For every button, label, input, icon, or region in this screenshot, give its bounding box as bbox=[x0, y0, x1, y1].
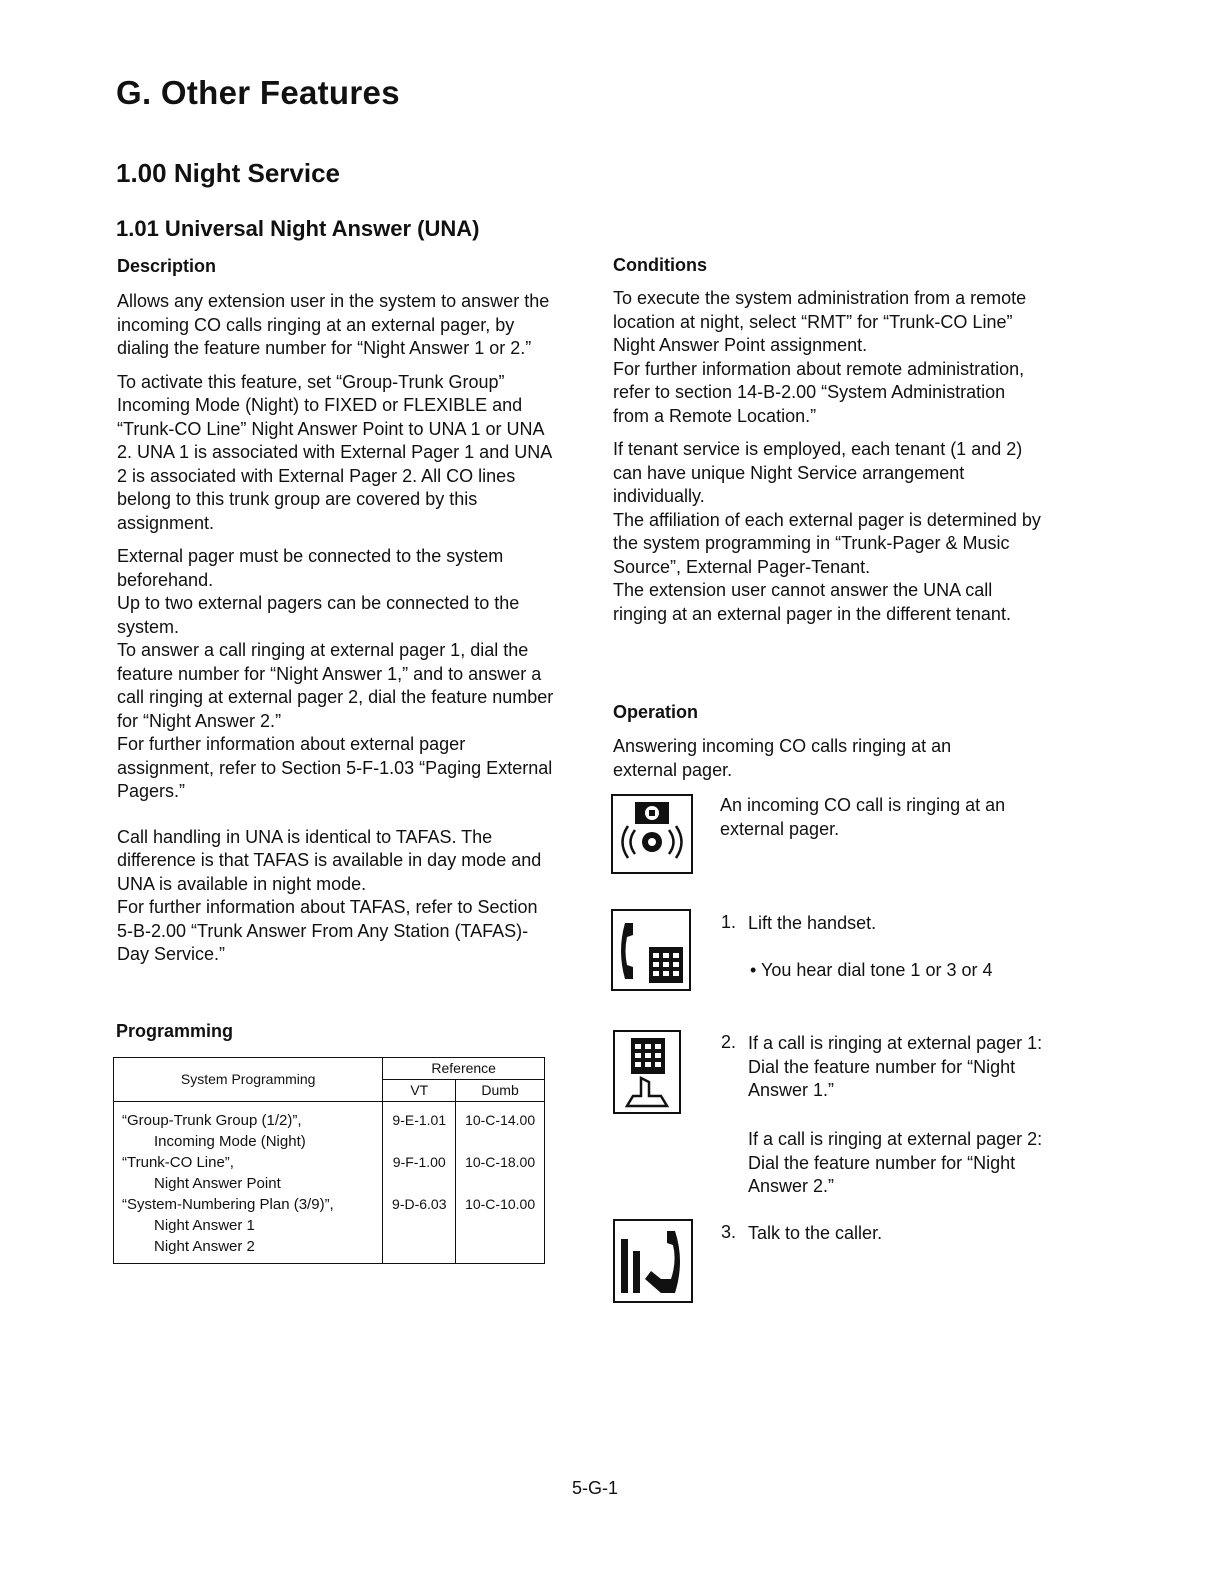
description-body bbox=[117, 290, 557, 967]
conditions-body bbox=[613, 287, 1045, 626]
prog-row-2-item: “Trunk-CO Line”, bbox=[122, 1154, 234, 1171]
section-title: 1.00 Night Service bbox=[116, 158, 340, 188]
prog-row-3-vt: 9-D-6.03 bbox=[392, 1196, 447, 1212]
step-3-text: Talk to the caller. bbox=[748, 1223, 883, 1243]
prog-row-2-sub: Night Answer Point bbox=[154, 1175, 281, 1192]
step-2-text-pager2: If a call is ringing at external pager 2: Dial the feature number for “Night Answer 2.” bbox=[748, 1129, 1043, 1196]
description-p4: Up to two external pagers can be connected to the system. bbox=[117, 593, 520, 637]
prog-row-2-vt: 9-F-1.00 bbox=[392, 1154, 446, 1170]
description-p1: Allows any extension user in the system to answer the incoming CO calls ringing at an external pager, by dialing the feature number for “Night Answer 1 or 2.” bbox=[117, 291, 550, 358]
prog-row-3-sub2: Night Answer 2 bbox=[154, 1238, 255, 1255]
dial-keypad-icon bbox=[613, 1030, 681, 1114]
description-p6: For further information about external pager assignment, refer to Section 5-F-1.03 “Paging External Pagers.” bbox=[117, 734, 553, 801]
description-p5: To answer a call ringing at external pager 1, dial the feature number for “Night Answer 1,” and to answer a call ringing at external pager 2, dial the feature number for “Night Answer 2.” bbox=[117, 640, 554, 731]
conditions-heading: Conditions bbox=[613, 255, 707, 275]
step-1-note: • You hear dial tone 1 or 3 or 4 bbox=[750, 960, 993, 980]
prog-row-3-dumb: 10-C-10.00 bbox=[465, 1196, 536, 1212]
conditions-p2: For further information about remote administration, refer to section 14-B-2.00 “System Administration from a Remote Location.” bbox=[613, 358, 1025, 426]
page-title: G. Other Features bbox=[116, 74, 400, 111]
talk-icon bbox=[613, 1219, 693, 1303]
col-header-dumb: Dumb bbox=[456, 1080, 545, 1102]
prog-row-1-sub: Incoming Mode (Night) bbox=[154, 1133, 306, 1150]
prog-row-1-dumb: 10-C-14.00 bbox=[465, 1112, 536, 1128]
operation-heading: Operation bbox=[613, 702, 699, 722]
prog-row-1-item: “Group-Trunk Group (1/2)”, bbox=[122, 1112, 302, 1129]
col-header-system: System Programming bbox=[114, 1058, 383, 1102]
description-p7: Call handling in UNA is identical to TAFAS. The difference is that TAFAS is available in day mode and UNA is available in night mode. bbox=[117, 826, 542, 894]
description-p8: For further information about TAFAS, refer to Section 5-B-2.00 “Trunk Answer From Any Station (TAFAS)-Day Service.” bbox=[117, 897, 538, 964]
programming-table bbox=[113, 1057, 545, 1264]
step-1-text: Lift the handset. bbox=[748, 913, 877, 933]
subsection-title: 1.01 Universal Night Answer (UNA) bbox=[116, 216, 480, 241]
external-pager-icon bbox=[611, 794, 693, 874]
conditions-p4: The affiliation of each external pager is determined by the system programming in “Trunk-Pager & Music Source”, External Pager-Tenant. bbox=[613, 509, 1041, 577]
step-3-number: 3. bbox=[721, 1222, 737, 1242]
description-p2: To activate this feature, set “Group-Trunk Group” Incoming Mode (Night) to FIXED or FLEXIBLE and “Trunk-CO Line” Night Answer Point to UNA 1 or UNA 2. UNA 1 is associated with External Pager 1 and UNA 2 is associated with External Pager 2. All CO lines belong to this trunk group are covered by this assignment. bbox=[117, 371, 552, 533]
step-2-text-pager1: If a call is ringing at external pager 1: Dial the feature number for “Night Answer 1.” bbox=[748, 1033, 1043, 1100]
description-heading: Description bbox=[117, 256, 217, 276]
programming-dumb-refs bbox=[456, 1102, 545, 1264]
page-number: 5-G-1 bbox=[571, 1478, 618, 1498]
step-1-number: 1. bbox=[721, 912, 737, 932]
operation-ringing-text: An incoming CO call is ringing at an external pager. bbox=[720, 795, 1006, 839]
col-header-reference: Reference bbox=[383, 1058, 545, 1080]
conditions-p1: To execute the system administration from a remote location at night, select “RMT” for “Trunk-CO Line” Night Answer Point assignment. bbox=[613, 288, 1027, 355]
programming-heading: Programming bbox=[116, 1021, 234, 1041]
conditions-p5: The extension user cannot answer the UNA call ringing at an external pager in the different tenant. bbox=[613, 580, 1011, 624]
step-2-number: 2. bbox=[721, 1032, 737, 1052]
prog-row-1-vt: 9-E-1.01 bbox=[392, 1112, 447, 1128]
prog-row-3-item: “System-Numbering Plan (3/9)”, bbox=[122, 1196, 334, 1213]
col-header-vt: VT bbox=[383, 1080, 456, 1102]
conditions-p3: If tenant service is employed, each tenant (1 and 2) can have unique Night Service arrangement individually. bbox=[613, 439, 1023, 506]
operation-intro: Answering incoming CO calls ringing at an external pager. bbox=[613, 736, 952, 780]
programming-entries bbox=[114, 1102, 383, 1264]
off-hook-icon bbox=[611, 909, 691, 991]
prog-row-3-sub1: Night Answer 1 bbox=[154, 1217, 255, 1234]
programming-vt-refs bbox=[383, 1102, 456, 1264]
prog-row-2-dumb: 10-C-18.00 bbox=[465, 1154, 536, 1170]
description-p3: External pager must be connected to the system beforehand. bbox=[117, 546, 504, 590]
